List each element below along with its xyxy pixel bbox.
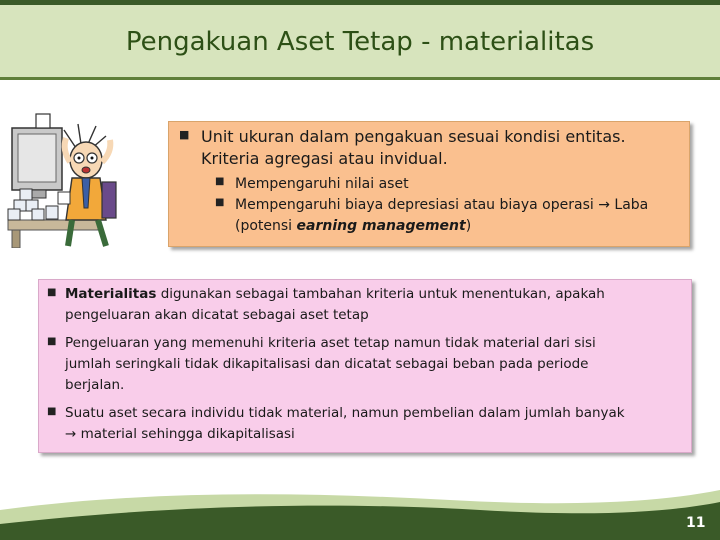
slide-title: Pengakuan Aset Tetap - materialitas bbox=[125, 27, 595, 57]
square-bullet-icon: ■ bbox=[47, 287, 57, 298]
square-bullet-icon: ■ bbox=[47, 406, 57, 417]
square-bullet-icon: ■ bbox=[215, 176, 225, 187]
para1-rest: digunakan sebagai tambahan kriteria untuk menentukan, apakah bbox=[156, 286, 605, 302]
sub2-laba: Laba bbox=[614, 197, 649, 213]
materialitas-term: Materialitas bbox=[65, 286, 157, 302]
box2-para1-line2: pengeluaran akan dicatat sebagai aset tetap bbox=[65, 307, 369, 323]
page-number: 11 bbox=[686, 515, 706, 531]
box2-para3-line1: Suatu aset secara individu tidak material, namun pembelian dalam jumlah banyak bbox=[65, 405, 625, 421]
stressed-office-worker-icon bbox=[6, 108, 132, 248]
header-separator bbox=[0, 77, 720, 80]
square-bullet-icon: ■ bbox=[215, 197, 225, 208]
sub2-close: ) bbox=[465, 218, 472, 234]
box1-sub-bullet-1: Mempengaruhi nilai aset bbox=[235, 176, 409, 192]
box2-para2-line1: Pengeluaran yang memenuhi kriteria aset tetap namun tidak material dari sisi bbox=[65, 335, 596, 351]
box2-para2-line3: berjalan. bbox=[65, 377, 125, 393]
sub2-emphasis: earning management bbox=[296, 218, 466, 234]
box1-sub-bullet-2 bbox=[235, 195, 648, 216]
orange-callout-box bbox=[168, 121, 690, 247]
footer-wave bbox=[0, 460, 720, 540]
box2-para2-line2: jumlah seringkali tidak dikapitalisasi dan dicatat sebagai beban pada periode bbox=[65, 356, 589, 372]
square-bullet-icon: ■ bbox=[47, 336, 57, 347]
arrow-right-icon: → bbox=[65, 426, 77, 442]
box1-sub-bullet-2-cont bbox=[235, 216, 471, 237]
box1-bullet-line1: Unit ukuran dalam pengakuan sesuai kondisi entitas. bbox=[201, 127, 626, 146]
box1-bullet-line2: Kriteria agregasi atau invidual. bbox=[201, 149, 448, 168]
header-band bbox=[0, 5, 720, 77]
box2-para1-line1 bbox=[65, 284, 605, 305]
sub2-open: (potensi bbox=[235, 218, 297, 234]
arrow-right-icon: → bbox=[598, 197, 610, 213]
sub2-text: Mempengaruhi biaya depresiasi atau biaya operasi bbox=[235, 197, 594, 213]
pink-content-box bbox=[38, 279, 692, 453]
square-bullet-icon: ■ bbox=[179, 128, 190, 141]
box2-para3-line2 bbox=[65, 424, 295, 445]
para3-line2-text: material sehingga dikapitalisasi bbox=[80, 426, 295, 442]
